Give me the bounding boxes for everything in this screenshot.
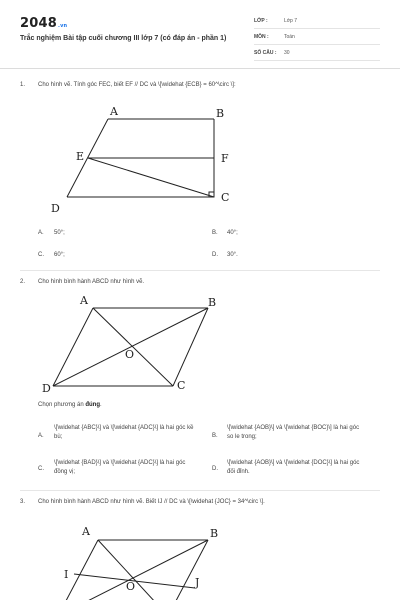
option-letter: D. [212,466,218,472]
meta-row-subject [254,32,380,45]
label-e: E [76,150,85,163]
label-a: A [82,525,90,538]
meta-row-class [254,16,380,29]
question-2-figure [40,292,240,400]
label-b: B [216,107,225,120]
meta-key: SỐ CÂU : [254,50,277,56]
document-title: Trắc nghiệm Bài tập cuối chương III lớp 7 (có đáp án - phần 1) [20,35,227,42]
option-text: \[\widehat {ABC}\] và \[\widehat {ADC}\] là hai góc kề bù; [54,425,194,440]
prompt-text: Chọn phương án [38,402,86,408]
label-f: F [221,152,229,165]
label-a: A [80,294,88,307]
prompt-emphasis: đúng [85,402,100,408]
question-text: Cho hình bình hành ABCD như hình vẽ. Biết IJ // DC và \[\widehat {JOC} = 34^\circ \]. [38,499,265,505]
option-text: 60°; [54,252,65,258]
label-b: B [208,296,217,309]
meta-row-count [254,48,380,61]
label-b: B [210,527,219,540]
option-letter: A. [38,230,44,236]
meta-value: 30 [284,50,290,56]
question-1-figure [40,100,240,218]
page-header [20,14,380,64]
question-number: 3. [20,499,26,505]
question-3-figure [40,516,240,600]
question-separator [20,270,380,271]
label-a: A [110,105,118,118]
option-text: 40°; [227,230,238,236]
label-o: O [125,348,135,361]
option-text: 30°. [227,252,238,258]
option-text: \[\widehat {AOB}\] và \[\widehat {BOC}\] là hai góc so le trong; [227,425,360,440]
option-letter: A. [38,433,44,439]
question-text: Cho hình vẽ. Tính góc FEC, biết EF // DC và \[\widehat {ECB} = 60^\circ \]: [38,82,236,88]
option-text: 50°; [54,230,65,236]
label-d: D [51,202,60,215]
option-letter: C. [38,466,44,472]
label-d: D [42,382,51,395]
label-o: O [126,580,136,593]
logo-text: 2048 [20,16,57,31]
meta-value: Toán [284,34,295,40]
question-number: 2. [20,279,26,285]
option-text: \[\widehat {BAD}\] và \[\widehat {ADC}\] là hai góc đồng vị; [54,460,186,475]
meta-key: LỚP : [254,18,268,24]
label-c: C [177,379,186,392]
meta-key: MÔN : [254,34,269,40]
site-logo[interactable] [20,16,67,31]
option-letter: D. [212,252,218,258]
meta-value: Lớp 7 [284,18,298,24]
option-text: \[\widehat {AOB}\] và \[\widehat {DOC}\] là hai góc đối đỉnh. [227,460,360,475]
label-c: C [221,191,230,204]
option-letter: B. [212,433,218,439]
question-text: Cho hình bình hành ABCD như hình vẽ. [38,279,145,285]
logo-suffix: .vn [57,23,68,29]
prompt-text-end: . [100,402,102,408]
question-prompt [38,402,102,408]
header-divider [0,68,400,69]
label-j: J [195,576,200,589]
label-i: I [64,568,69,581]
document-meta [254,16,380,64]
question-number: 1. [20,82,26,88]
option-letter: B. [212,230,218,236]
option-letter: C. [38,252,44,258]
question-separator [20,490,380,491]
